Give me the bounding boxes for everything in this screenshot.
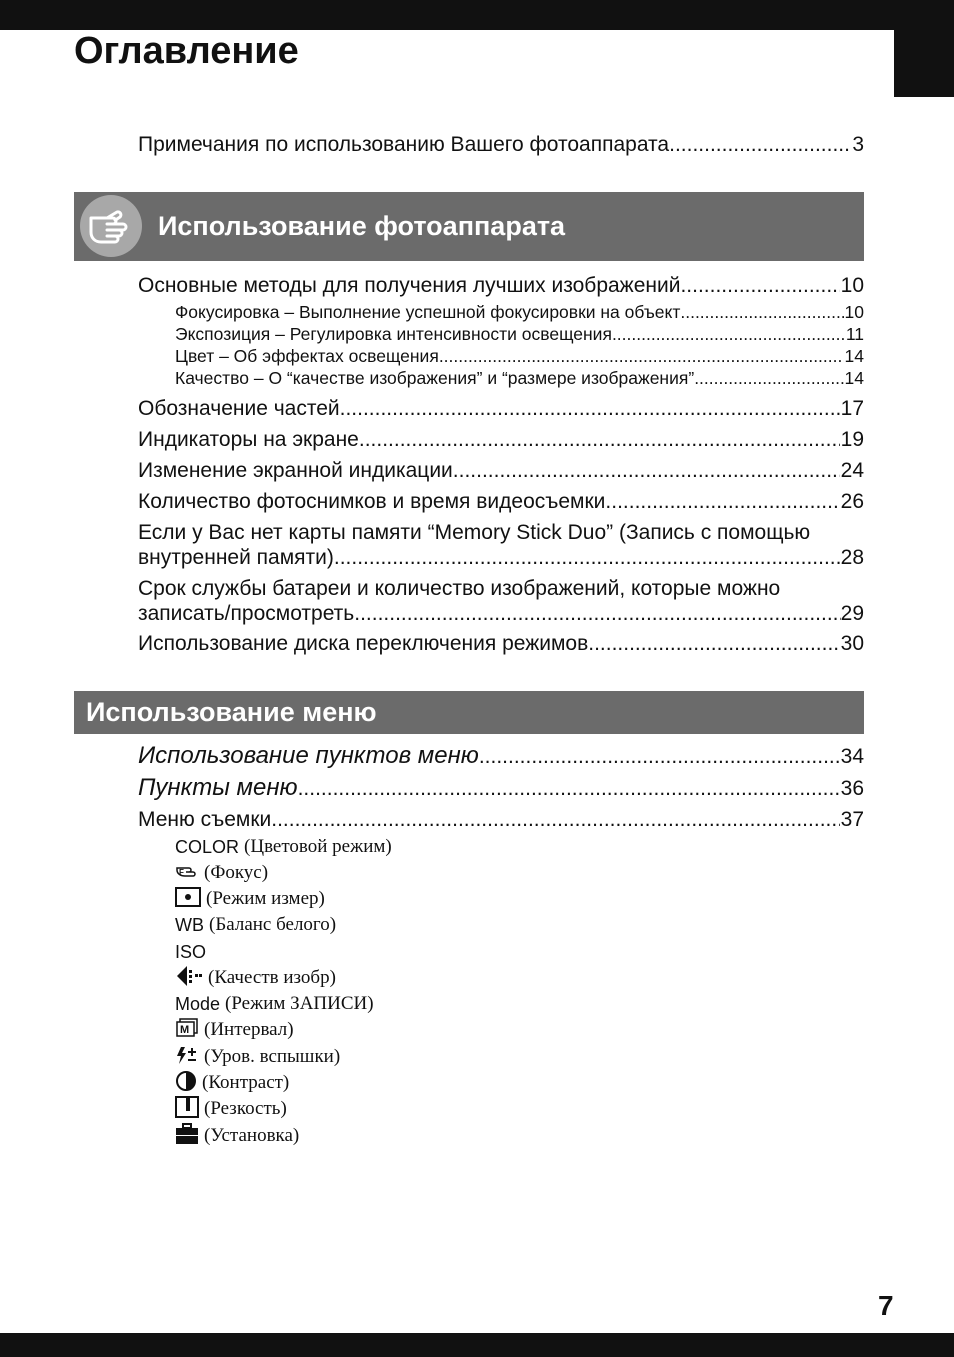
pointing-hand-icon — [80, 195, 142, 257]
section-title: Использование фотоаппарата — [158, 211, 566, 241]
menu-item-wb[interactable] — [175, 913, 336, 937]
toc-entry-label: Фокусировка – Выполнение успешной фокусировки на объект — [175, 302, 681, 322]
toc-entry-label-line1: Срок службы батареи и количество изображений, которые можно — [138, 577, 781, 600]
toc-subentry[interactable] — [175, 345, 864, 367]
dot-leader — [680, 273, 839, 298]
menu-item-label: (Резкость) — [204, 1098, 287, 1119]
toc-entry[interactable] — [138, 458, 864, 483]
side-thumb-tab — [894, 30, 954, 97]
toc-page-number: 34 — [840, 745, 864, 768]
toc-entry-two-line[interactable] — [138, 576, 864, 626]
section-header-menu-use — [74, 691, 864, 734]
toc-subentry[interactable] — [175, 323, 864, 345]
dot-leader — [588, 631, 839, 656]
toc-entry-label: Качество – О “качестве изображения” и “размере изображения” — [175, 368, 695, 388]
image-quality-icon — [175, 965, 203, 992]
toc-entry-label: Цвет – Об эффектах освещения — [175, 346, 439, 366]
toc-entry[interactable] — [138, 775, 864, 801]
toc-entry-label: Количество фотоснимков и время видеосъемки — [138, 490, 606, 513]
toc-page-number: 19 — [840, 428, 864, 451]
bottom-black-bar — [0, 1333, 954, 1357]
menu-item-label: (Уров. вспышки) — [204, 1046, 341, 1067]
menu-item-metering[interactable] — [175, 887, 325, 911]
section-title: Использование меню — [86, 697, 377, 727]
menu-item-color[interactable] — [175, 835, 392, 859]
menu-item-contrast[interactable] — [175, 1071, 289, 1095]
menu-item-setup[interactable] — [175, 1124, 299, 1148]
menu-item-mode[interactable] — [175, 992, 374, 1016]
menu-item-code: WB — [175, 914, 204, 935]
page-title: Оглавление — [74, 30, 299, 72]
toc-entry-label: Обозначение частей — [138, 397, 340, 420]
toc-page-number: 37 — [840, 808, 864, 831]
top-black-bar — [0, 0, 954, 30]
dot-leader — [340, 396, 840, 421]
toc-page-number: 11 — [845, 324, 864, 344]
menu-item-iso[interactable] — [175, 940, 211, 964]
toc-page-number: 10 — [840, 274, 864, 297]
toc-page-number: 29 — [840, 602, 864, 625]
menu-item-label: (Режим ЗАПИСИ) — [225, 993, 374, 1014]
toc-entry[interactable] — [138, 631, 864, 656]
dot-leader — [354, 601, 840, 626]
focus-icon — [175, 862, 199, 885]
menu-item-label: (Фокус) — [204, 862, 269, 883]
dot-leader — [612, 323, 845, 345]
toc-entry[interactable] — [138, 743, 864, 769]
menu-item-code: ISO — [175, 941, 207, 962]
flash-level-icon — [175, 1045, 199, 1070]
toc-entry-label-line1: Если у Вас нет карты памяти “Memory Stick Duo” (Запись с помощью — [138, 521, 811, 544]
toc-entry-label: Основные методы для получения лучших изображений — [138, 274, 681, 297]
toc-page-number: 3 — [852, 133, 864, 156]
menu-item-label: (Цветовой режим) — [244, 836, 392, 857]
toc-page-number: 36 — [840, 777, 864, 800]
toc-subentry[interactable] — [175, 301, 864, 323]
toc-entry[interactable] — [138, 396, 864, 421]
toc-page-number: 26 — [840, 490, 864, 513]
toc-subentry[interactable] — [175, 367, 864, 389]
menu-item-label: (Контраст) — [202, 1072, 290, 1093]
toc-entry[interactable] — [138, 427, 864, 452]
menu-item-flash-level[interactable] — [175, 1045, 340, 1069]
dot-leader — [479, 744, 840, 769]
menu-item-label: (Установка) — [204, 1125, 300, 1146]
toc-page-number: 17 — [840, 397, 864, 420]
svg-text:F: F — [179, 867, 184, 877]
menu-item-interval[interactable] — [175, 1018, 294, 1042]
dot-leader — [271, 807, 839, 832]
dot-leader — [694, 367, 843, 389]
dot-leader — [669, 132, 851, 157]
dot-leader — [439, 345, 844, 367]
toc-page-number: 24 — [840, 459, 864, 482]
toc-entry-label: Использование диска переключения режимов — [138, 632, 589, 655]
toc-entry[interactable] — [138, 489, 864, 514]
menu-item-focus[interactable] — [175, 861, 268, 885]
menu-item-code: Mode — [175, 993, 221, 1014]
toc-page-number: 30 — [840, 632, 864, 655]
toc-entry-label: Пункты меню — [138, 774, 298, 801]
toc-page-number: 14 — [844, 346, 864, 366]
toc-entry-label: Использование пунктов меню — [138, 742, 479, 769]
menu-item-label: (Интервал) — [204, 1019, 294, 1040]
toc-entry-label-line2: записать/просмотреть — [138, 602, 355, 625]
page-number: 7 — [878, 1290, 894, 1321]
dot-leader — [359, 427, 840, 452]
toc-entry-two-line[interactable] — [138, 520, 864, 570]
toc-page-number: 14 — [844, 368, 864, 388]
dot-leader — [605, 489, 839, 514]
dot-leader — [298, 776, 840, 801]
toc-entry[interactable] — [138, 807, 864, 832]
menu-item-quality[interactable] — [175, 966, 336, 990]
toc-entry[interactable] — [138, 273, 864, 298]
interval-icon — [175, 1018, 199, 1043]
sharpness-icon — [175, 1096, 199, 1123]
toc-entry-label-line2: внутренней памяти) — [138, 546, 334, 569]
toc-entry-label: Примечания по использованию Вашего фотоаппарата — [138, 133, 670, 156]
section-header-camera-use — [74, 192, 864, 261]
svg-text:M: M — [180, 1023, 190, 1036]
metering-spot-icon — [175, 887, 201, 912]
toc-entry-label: Индикаторы на экране — [138, 428, 359, 451]
toc-entry-label: Меню съемки — [138, 808, 272, 831]
contrast-icon — [175, 1070, 197, 1097]
setup-toolbox-icon — [175, 1123, 199, 1150]
menu-item-label: (Баланс белого) — [209, 914, 337, 935]
menu-item-sharpness[interactable] — [175, 1097, 287, 1121]
dot-leader — [680, 301, 843, 323]
toc-entry-label: Изменение экранной индикации — [138, 459, 453, 482]
menu-item-label: (Режим измер) — [206, 888, 325, 909]
dot-leader — [453, 458, 840, 483]
toc-entry-label: Экспозиция – Регулировка интенсивности освещения — [175, 324, 612, 344]
menu-item-code: COLOR — [175, 836, 240, 857]
toc-entry-intro[interactable] — [138, 132, 864, 157]
menu-item-label: (Качеств изобр) — [208, 967, 336, 988]
toc-page-number: 10 — [844, 302, 864, 322]
dot-leader — [334, 545, 841, 570]
toc-page-number: 28 — [840, 546, 864, 569]
